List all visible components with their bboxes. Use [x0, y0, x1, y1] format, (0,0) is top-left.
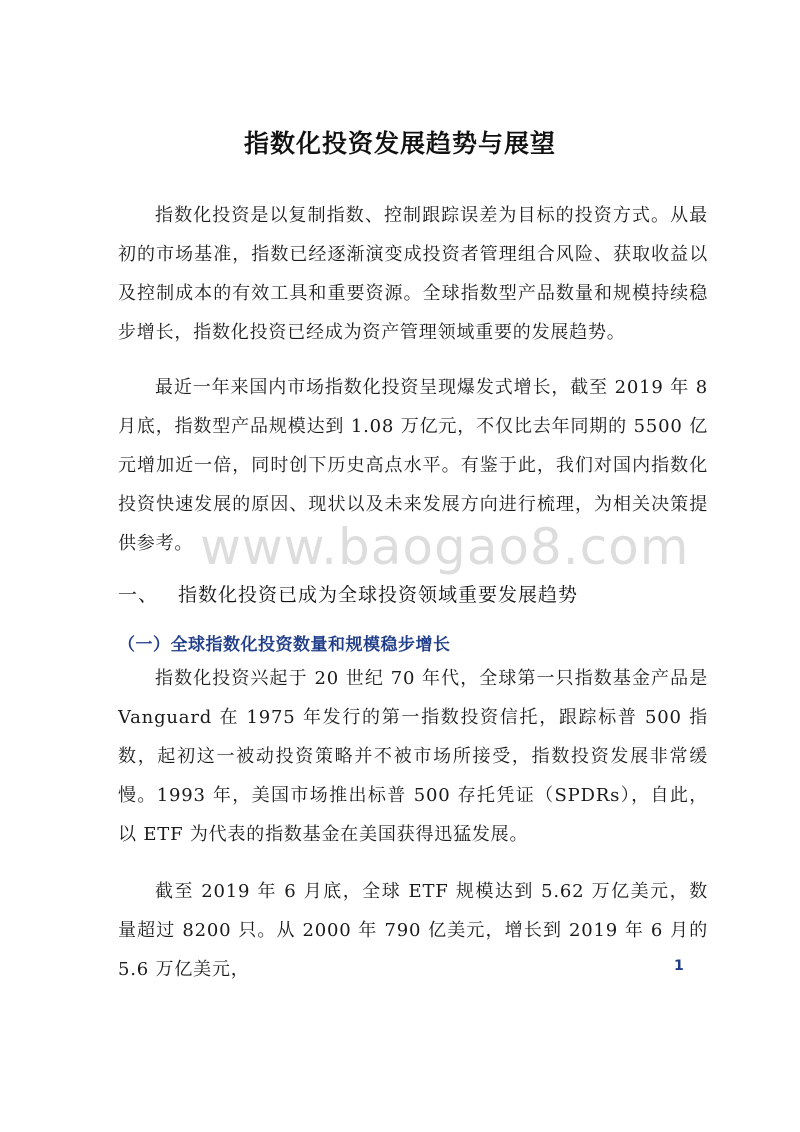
section-heading-text: 指数化投资已成为全球投资领域重要发展趋势	[178, 584, 579, 606]
section-number: 一、	[118, 584, 159, 606]
paragraph-intro: 指数化投资是以复制指数、控制跟踪误差为目标的投资方式。从最初的市场基准，指数已经逐渐演变成投资者管理组合风险、获取收益以及控制成本的有效工具和重要资源。全球指数型产品数量和规模持续稳步增长，指数化投资已经成为资产管理领域重要的发展趋势。	[118, 205, 708, 343]
paragraph-domestic-growth: 最近一年来国内市场指数化投资呈现爆发式增长，截至 2019 年 8 月底，指数型产品规模达到 1.08 万亿元，不仅比去年同期的 5500 亿元增加近一倍，同时创下历史高点水平。有鉴于此，我们对国内指数化投资快速发展的原因、现状以及未来发展方向进行梳理，为相关决策提供参考。	[118, 377, 708, 554]
watermark-text: www.baogao8.com	[200, 518, 690, 576]
subsection-heading: （一）全球指数化投资数量和规模稳步增长	[118, 635, 451, 655]
paragraph-history: 指数化投资兴起于 20 世纪 70 年代，全球第一只指数基金产品是 Vanguard 在 1975 年发行的第一指数投资信托，跟踪标普 500 指数，起初这一被动投资策略并不被市场所接受，指数投资发展非常缓慢。1993 年，美国市场推出标普 500 存托凭证（SPDRs），自此，以 ETF 为代表的指数基金在美国获得迅猛发展。	[118, 668, 708, 845]
document-title: 指数化投资发展趋势与展望	[243, 129, 556, 158]
paragraph-global-etf: 截至 2019 年 6 月底，全球 ETF 规模达到 5.62 万亿美元，数量超过 8200 只。从 2000 年 790 亿美元，增长到 2019 年 6 月的 5.6 万亿美元，	[118, 881, 708, 980]
page-number: 1	[674, 958, 684, 974]
section-heading	[118, 580, 578, 607]
